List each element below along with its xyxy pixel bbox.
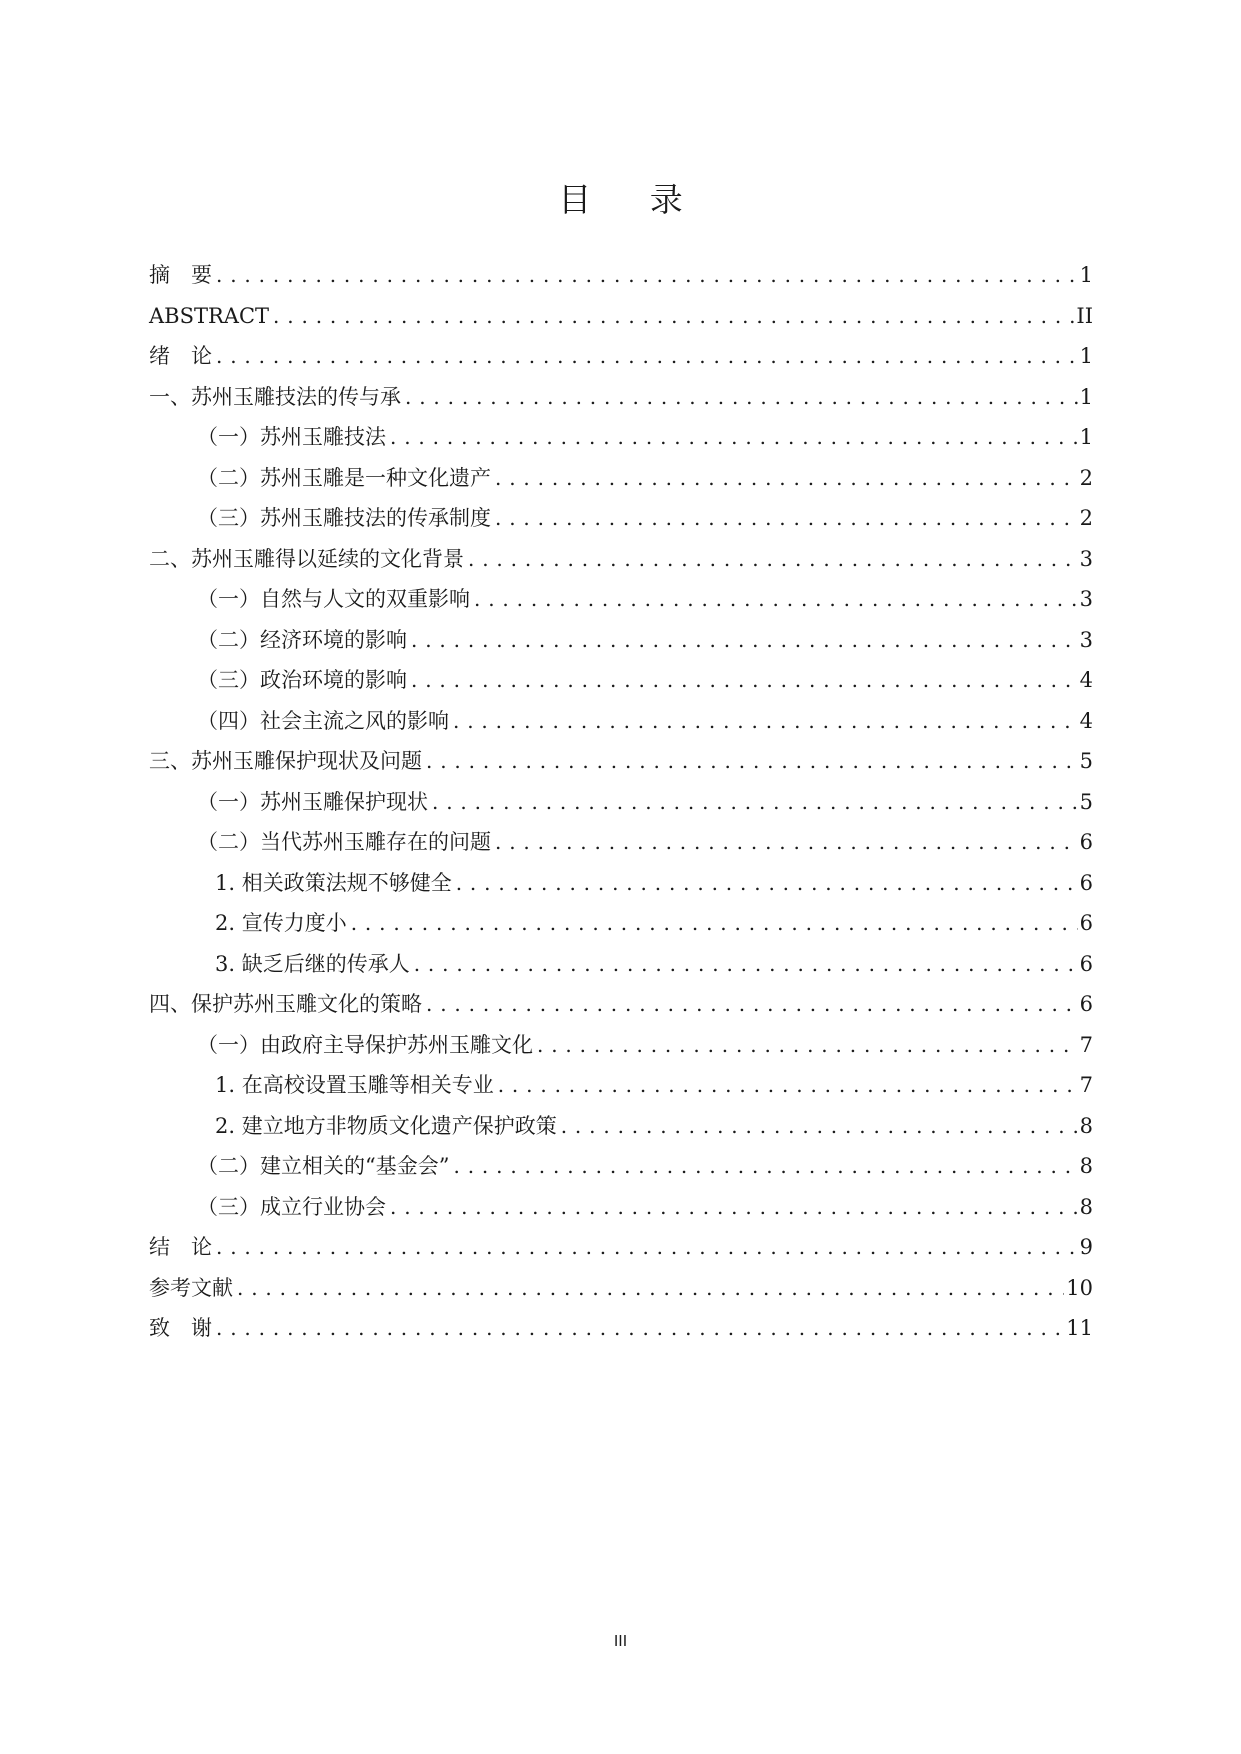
toc-entry[interactable] (149, 1106, 1093, 1147)
toc-dot-leader (452, 863, 1078, 904)
toc-entry[interactable] (149, 1227, 1093, 1268)
toc-entry[interactable] (149, 863, 1093, 904)
toc-entry[interactable] (149, 1025, 1093, 1066)
toc-entry-label: 结 论 (149, 1235, 212, 1259)
toc-dot-leader (428, 782, 1078, 823)
toc-entry-label: （二）经济环境的影响 (197, 627, 407, 652)
toc-entry[interactable] (149, 701, 1093, 742)
toc-entry[interactable] (149, 782, 1093, 823)
toc-dot-leader (470, 579, 1078, 620)
toc-entry-page: 2 (1079, 506, 1093, 530)
toc-dot-leader (410, 944, 1078, 985)
toc-entry[interactable] (149, 741, 1093, 782)
toc-entry-page: 10 (1066, 1275, 1093, 1300)
toc-dot-leader (347, 903, 1078, 944)
toc-dot-leader (233, 1268, 1064, 1309)
table-of-contents (149, 255, 1093, 1349)
toc-entry-page: 6 (1079, 911, 1093, 935)
toc-dot-leader (494, 1065, 1078, 1106)
toc-dot-leader (491, 458, 1078, 499)
toc-entry[interactable] (149, 336, 1093, 377)
toc-dot-leader (464, 539, 1078, 580)
toc-entry[interactable] (149, 1308, 1093, 1349)
toc-dot-leader (422, 984, 1078, 1025)
toc-entry[interactable] (149, 539, 1093, 580)
toc-entry[interactable] (149, 620, 1093, 661)
toc-entry-label: （四）社会主流之风的影响 (197, 708, 449, 733)
toc-entry-label: 2. 建立地方非物质文化遗产保护政策 (215, 1113, 557, 1138)
toc-entry-label: 绪 论 (149, 344, 212, 368)
toc-entry-label: 3. 缺乏后继的传承人 (215, 951, 410, 976)
page-number: III (613, 1632, 628, 1650)
toc-entry-label: 二、苏州玉雕得以延续的文化背景 (149, 546, 464, 571)
toc-entry-label: 1. 相关政策法规不够健全 (215, 870, 452, 895)
toc-entry-page: 6 (1079, 992, 1093, 1016)
toc-entry-label: （二）苏州玉雕是一种文化遗产 (197, 465, 491, 490)
toc-entry-label: （一）由政府主导保护苏州玉雕文化 (197, 1032, 533, 1057)
toc-entry-page: 7 (1079, 1073, 1093, 1097)
toc-entry-label: 参考文献 (149, 1275, 233, 1300)
toc-entry[interactable] (149, 377, 1093, 418)
toc-dot-leader (269, 296, 1074, 337)
toc-entry-page: 1 (1079, 384, 1093, 409)
toc-entry-page: 8 (1079, 1194, 1093, 1219)
toc-entry[interactable] (149, 1268, 1093, 1309)
toc-dot-leader (212, 336, 1078, 377)
toc-entry-label: （一）自然与人文的双重影响 (197, 587, 470, 611)
toc-entry[interactable] (149, 498, 1093, 539)
toc-dot-leader (407, 620, 1078, 661)
toc-dot-leader (407, 660, 1078, 701)
toc-entry-label: 一、苏州玉雕技法的传与承 (149, 384, 401, 409)
toc-entry-label: （一）苏州玉雕保护现状 (197, 789, 428, 814)
toc-dot-leader (449, 701, 1078, 742)
toc-entry-page: II (1076, 303, 1093, 328)
toc-entry-page: 11 (1066, 1316, 1093, 1340)
toc-entry[interactable] (149, 1146, 1093, 1187)
toc-entry-label: 四、保护苏州玉雕文化的策略 (149, 992, 422, 1016)
toc-dot-leader (212, 1227, 1078, 1268)
page-title: 目 录 (558, 180, 707, 220)
toc-entry-page: 6 (1079, 830, 1093, 854)
toc-entry-page: 4 (1079, 668, 1093, 692)
toc-entry-label: （三）苏州玉雕技法的传承制度 (197, 506, 491, 530)
toc-entry[interactable] (149, 458, 1093, 499)
toc-dot-leader (449, 1146, 1077, 1187)
toc-entry[interactable] (149, 822, 1093, 863)
toc-entry[interactable] (149, 255, 1093, 296)
toc-entry-page: 5 (1079, 789, 1093, 814)
toc-entry-label: （二）当代苏州玉雕存在的问题 (197, 830, 491, 854)
toc-entry-label: 摘 要 (149, 263, 212, 287)
toc-entry-page: 8 (1079, 1154, 1093, 1178)
toc-entry-label: 致 谢 (149, 1316, 212, 1340)
toc-entry[interactable] (149, 984, 1093, 1025)
toc-entry-page: 6 (1079, 870, 1093, 895)
toc-dot-leader (557, 1106, 1078, 1147)
toc-dot-leader (401, 377, 1078, 418)
toc-entry-label: 2. 宣传力度小 (215, 911, 347, 935)
toc-dot-leader (422, 741, 1078, 782)
toc-entry[interactable] (149, 660, 1093, 701)
toc-entry-label: （三）政治环境的影响 (197, 668, 407, 692)
toc-entry[interactable] (149, 579, 1093, 620)
toc-entry-page: 1 (1079, 344, 1093, 368)
toc-dot-leader (386, 1187, 1078, 1228)
toc-entry-page: 1 (1079, 425, 1093, 449)
toc-dot-leader (491, 498, 1078, 539)
toc-entry-page: 7 (1079, 1032, 1093, 1057)
toc-entry-page: 3 (1079, 627, 1093, 652)
toc-dot-leader (491, 822, 1078, 863)
toc-entry-page: 3 (1079, 546, 1093, 571)
toc-entry-page: 6 (1079, 951, 1093, 976)
toc-entry[interactable] (149, 944, 1093, 985)
toc-entry[interactable] (149, 903, 1093, 944)
toc-entry-page: 1 (1079, 263, 1093, 287)
toc-entry-label: 1. 在高校设置玉雕等相关专业 (215, 1073, 494, 1097)
toc-entry-label: （一）苏州玉雕技法 (197, 425, 386, 449)
toc-entry-page: 4 (1079, 708, 1093, 733)
toc-entry-label: （二）建立相关的“基金会” (197, 1154, 450, 1178)
toc-entry-page: 3 (1079, 587, 1093, 611)
toc-entry-label: （三）成立行业协会 (197, 1194, 386, 1219)
toc-entry[interactable] (149, 417, 1093, 458)
toc-entry-page: 5 (1079, 749, 1093, 773)
toc-dot-leader (212, 1308, 1064, 1349)
toc-entry[interactable] (149, 1187, 1093, 1228)
toc-entry[interactable] (149, 296, 1093, 337)
toc-entry-page: 9 (1079, 1235, 1093, 1259)
toc-dot-leader (212, 255, 1078, 296)
toc-dot-leader (533, 1025, 1078, 1066)
toc-entry-page: 2 (1079, 465, 1093, 490)
toc-entry-label: ABSTRACT (149, 303, 270, 328)
toc-dot-leader (386, 417, 1078, 458)
toc-entry-page: 8 (1079, 1113, 1093, 1138)
toc-entry[interactable] (149, 1065, 1093, 1106)
toc-entry-label: 三、苏州玉雕保护现状及问题 (149, 749, 422, 773)
